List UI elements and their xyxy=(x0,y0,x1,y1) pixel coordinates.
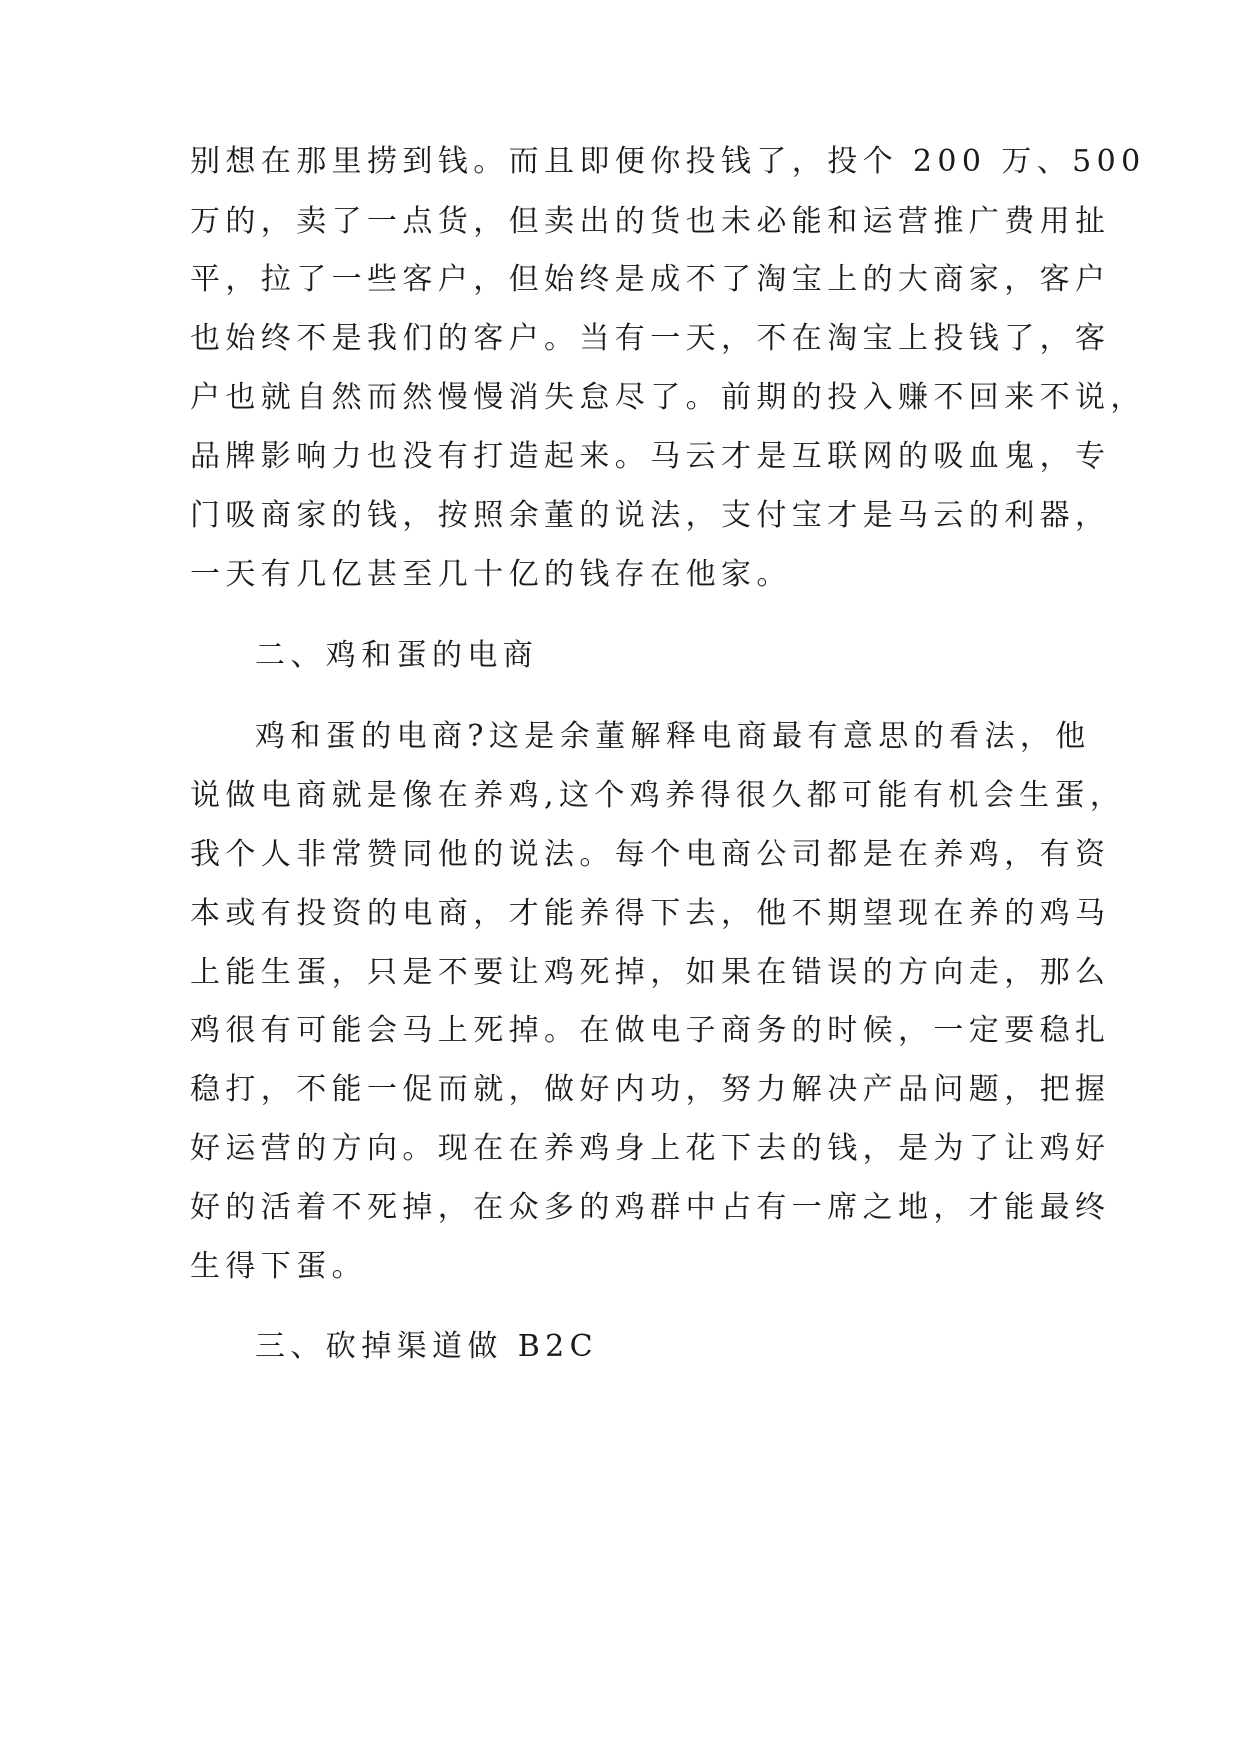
paragraph-2-line: 本或有投资的电商，才能养得下去，他不期望现在养的鸡马 xyxy=(190,896,1111,931)
paragraph-2-line: 我个人非常赞同他的说法。每个电商公司都是在养鸡，有资 xyxy=(190,837,1111,872)
paragraph-1-line: 一天有几亿甚至几十亿的钱存在他家。 xyxy=(190,557,792,592)
paragraph-2-line: 上能生蛋，只是不要让鸡死掉，如果在错误的方向走，那么 xyxy=(190,955,1111,990)
paragraph-2-line: 好的活着不死掉，在众多的鸡群中占有一席之地，才能最终 xyxy=(190,1190,1111,1225)
section-heading-2: 二、鸡和蛋的电商 xyxy=(255,638,539,673)
paragraph-2-line: 鸡很有可能会马上死掉。在做电子商务的时候，一定要稳扎 xyxy=(190,1013,1111,1048)
paragraph-2-line: 生得下蛋。 xyxy=(190,1249,367,1284)
paragraph-2-line: 好运营的方向。现在在养鸡身上花下去的钱，是为了让鸡好 xyxy=(190,1131,1111,1166)
paragraph-1-line: 也始终不是我们的客户。当有一天，不在淘宝上投钱了，客 xyxy=(190,321,1111,356)
paragraph-1-line: 万的，卖了一点货，但卖出的货也未必能和运营推广费用扯 xyxy=(190,204,1111,239)
paragraph-1-line: 门吸商家的钱，按照余董的说法，支付宝才是马云的利器， xyxy=(190,498,1111,533)
paragraph-1-line: 户也就自然而然慢慢消失怠尽了。前期的投入赚不回来不说， xyxy=(190,380,1146,415)
paragraph-2-line: 鸡和蛋的电商?这是余董解释电商最有意思的看法，他 xyxy=(255,719,1091,754)
section-heading-3: 三、砍掉渠道做 B2C xyxy=(255,1329,599,1364)
paragraph-1-line: 品牌影响力也没有打造起来。马云才是互联网的吸血鬼，专 xyxy=(190,439,1111,474)
paragraph-2-line: 稳打，不能一促而就，做好内功，努力解决产品问题，把握 xyxy=(190,1072,1111,1107)
paragraph-2-line: 说做电商就是像在养鸡,这个鸡养得很久都可能有机会生蛋， xyxy=(190,778,1126,813)
paragraph-1-line: 别想在那里捞到钱。而且即便你投钱了，投个 200 万、500 xyxy=(190,144,1146,179)
paragraph-1-line: 平，拉了一些客户，但始终是成不了淘宝上的大商家，客户 xyxy=(190,262,1111,297)
